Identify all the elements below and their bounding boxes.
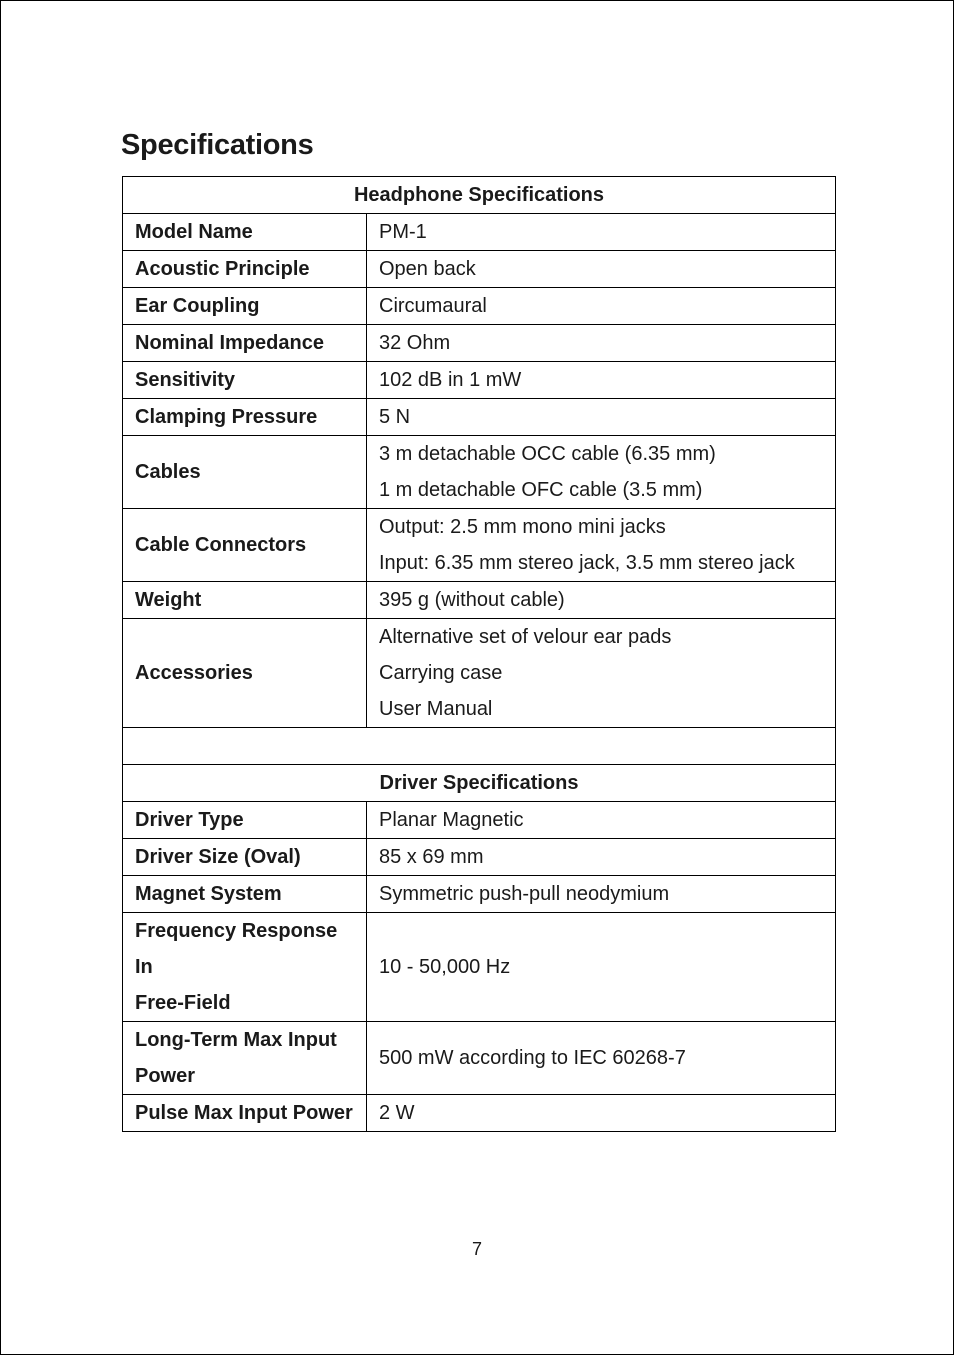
spec-label [123,325,367,362]
spec-label [123,251,367,288]
spec-value [367,802,836,839]
spec-label-line: Cables [135,461,201,483]
spec-value-line: Circumaural [379,295,487,317]
spec-label-line: Cable Connectors [135,534,307,556]
spec-label [123,214,367,251]
spec-value-line: 1 m detachable OFC cable (3.5 mm) [379,479,703,501]
spacer-cell [123,728,836,765]
spec-value [367,839,836,876]
table-row [123,1022,836,1095]
spec-label-line: Power [135,1065,196,1087]
spec-label-line: Free-Field [135,992,231,1014]
spec-value [367,214,836,251]
spec-label [123,876,367,913]
spec-label [123,802,367,839]
spec-value-line: PM-1 [379,221,427,243]
spec-label [123,839,367,876]
table-row [123,288,836,325]
spec-value-line: 2 W [379,1102,415,1124]
spec-label-line: Pulse Max Input Power [135,1102,353,1124]
spec-value [367,1095,836,1132]
spec-value [367,325,836,362]
table-row [123,913,836,1022]
spec-value [367,913,836,1022]
spec-label [123,619,367,728]
table-row [123,251,836,288]
spec-value-line: Output: 2.5 mm mono mini jacks [379,516,666,538]
spec-label-line: Long-Term Max Input [135,1029,337,1051]
driver-section-header-row [123,765,836,802]
driver-section-heading: Driver Specifications [123,765,836,802]
headphone-section-header-row [123,177,836,214]
spec-value-line: Planar Magnetic [379,809,524,831]
spec-value-line: Alternative set of velour ear pads [379,626,672,648]
spec-label [123,582,367,619]
spec-label-line: Weight [135,589,202,611]
spec-value [367,582,836,619]
spec-value-line: 3 m detachable OCC cable (6.35 mm) [379,443,716,465]
spec-label-line: Nominal Impedance [135,332,324,354]
spec-value [367,362,836,399]
table-row [123,876,836,913]
page-title: Specifications [121,129,314,161]
table-row [123,839,836,876]
spec-label [123,1095,367,1132]
page-number: 7 [471,1239,482,1259]
table-row [123,325,836,362]
spec-label [123,436,367,509]
spec-label [123,1022,367,1095]
spec-label-line: Frequency Response In [135,920,338,978]
table-row [123,582,836,619]
spec-value-line: 85 x 69 mm [379,846,484,868]
spec-value-line: User Manual [379,698,493,720]
spec-label [123,399,367,436]
table-row [123,436,836,509]
table-row [123,802,836,839]
spec-label-line: Clamping Pressure [135,406,318,428]
table-row [123,362,836,399]
spec-label-line: Magnet System [135,883,282,905]
spec-label [123,362,367,399]
spec-value-line: Symmetric push-pull neodymium [379,883,670,905]
specifications-table [122,176,836,1132]
table-row [123,399,836,436]
spec-value [367,1022,836,1095]
spec-value [367,399,836,436]
table-row [123,214,836,251]
spec-value-line: Input: 6.35 mm stereo jack, 3.5 mm stereo jack [379,552,795,574]
spec-label [123,913,367,1022]
spec-value [367,251,836,288]
spec-value-line: 10 - 50,000 Hz [379,956,511,978]
spec-value-line: Carrying case [379,662,503,684]
specifications-table-body [123,177,836,1132]
table-row [123,509,836,582]
spec-label [123,509,367,582]
spec-value-line: 5 N [379,406,411,428]
spec-label-line: Driver Size (Oval) [135,846,301,868]
spec-value-line: 395 g (without cable) [379,589,565,611]
spec-value [367,509,836,582]
spec-label-line: Model Name [135,221,253,243]
headphone-section-heading: Headphone Specifications [123,177,836,214]
spacer-row [123,728,836,765]
spec-label [123,288,367,325]
table-row [123,1095,836,1132]
spec-value [367,876,836,913]
spec-value-line: 102 dB in 1 mW [379,369,522,391]
spec-label-line: Driver Type [135,809,244,831]
spec-value-line: 32 Ohm [379,332,451,354]
spec-label-line: Sensitivity [135,369,236,391]
spec-value-line: 500 mW according to IEC 60268-7 [379,1047,686,1069]
spec-value-line: Open back [379,258,476,280]
spec-value [367,619,836,728]
spec-label-line: Acoustic Principle [135,258,310,280]
spec-value [367,288,836,325]
spec-value [367,436,836,509]
spec-label-line: Ear Coupling [135,295,260,317]
spec-label-line: Accessories [135,662,253,684]
table-row [123,619,836,728]
